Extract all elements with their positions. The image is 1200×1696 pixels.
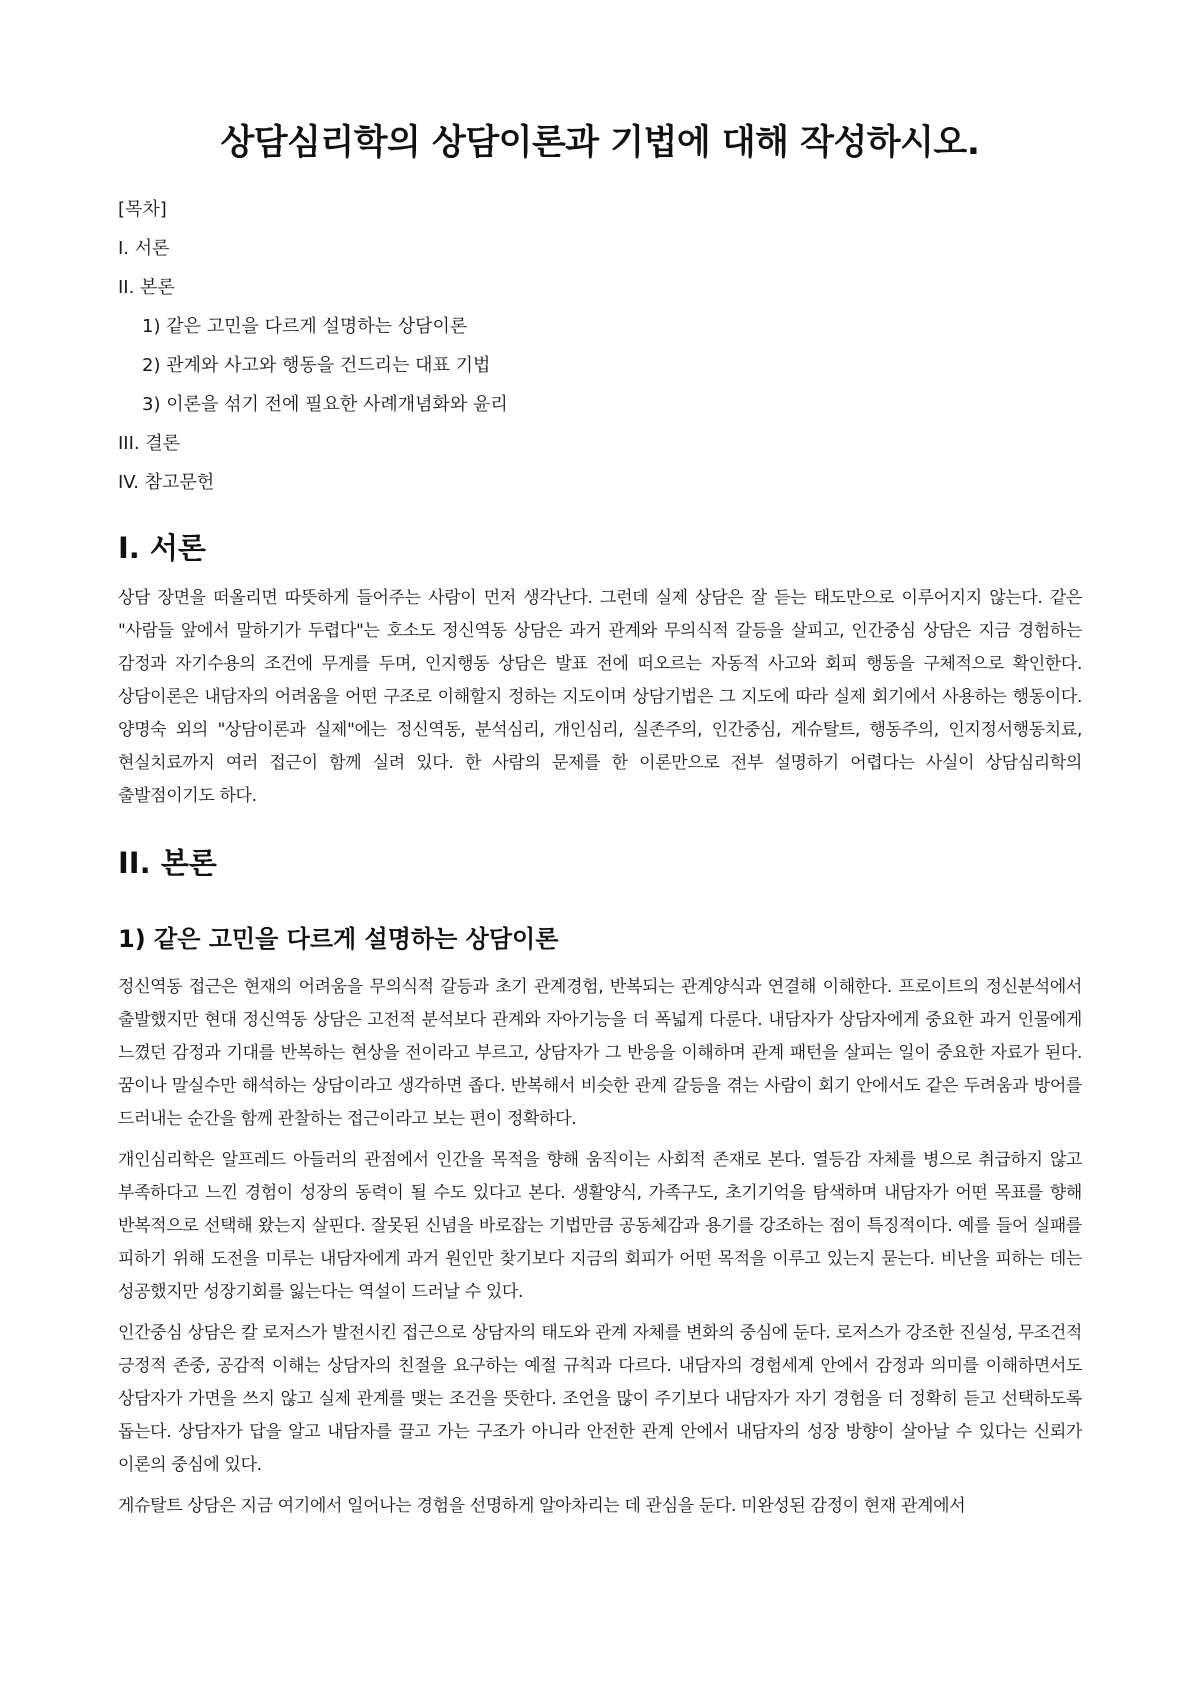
paragraph-individual-psychology: 개인심리학은 알프레드 아들러의 관점에서 인간을 목적을 향해 움직이는 사회적 존재로 본다. 열등감 자체를 병으로 취급하지 않고 부족하다고 느낀 경험이 성장의 동력이 될 수도 있다고 본다. 생활양식, 가족구도, 초기기억을 탐색하며 내담자가 어떤 목표를 향해 반복적으로 선택해 왔는지 살핀다. 잘못된 신념을 바로잡는 기법만큼 공동체감과 용기를 강조하는 점이 특징적이다. 예를 들어 실패를 피하기 위해 도전을 미루는 내담자에게 과거 원인만 찾기보다 지금의 회피가 어떤 목적을 이루고 있는지 묻는다. 비난을 피하는 데는 성공했지만 성장기회를 잃는다는 역설이 드러날 수 있다. xyxy=(118,1150,1082,1302)
toc-item-introduction: I. 서론 xyxy=(118,238,170,259)
subsection-heading-theories: 1) 같은 고민을 다르게 설명하는 상담이론 xyxy=(118,925,559,953)
paragraph-person-centered: 인간중심 상담은 칼 로저스가 발전시킨 접근으로 상담자의 태도와 관계 자체를 변화의 중심에 둔다. 로저스가 강조한 진실성, 무조건적 긍정적 존중, 공감적 이해는 상담자의 친절을 요구하는 예절 규칙과 다르다. 내담자의 경험세계 안에서 감정과 의미를 이해하면서도 상담자가 가면을 쓰지 않고 실제 관계를 맺는 조건을 뜻한다. 조언을 많이 주기보다 내담자가 자기 경험을 더 정확히 듣고 선택하도록 돕는다. 상담자가 답을 알고 내담자를 끌고 가는 구조가 아니라 안전한 관계 안에서 내담자의 성장 방향이 살아날 수 있다는 신뢰가 이론의 중심에 있다. xyxy=(118,1323,1082,1475)
toc-subitem-theories: 1) 같은 고민을 다르게 설명하는 상담이론 xyxy=(142,316,468,337)
introduction-paragraph: 상담 장면을 떠올리면 따뜻하게 들어주는 사람이 먼저 생각난다. 그런데 실제 상담은 잘 듣는 태도만으로 이루어지지 않는다. 같은 "사람들 앞에서 말하기가 두렵다"는 호소도 정신역동 상담은 과거 관계와 무의식적 갈등을 살피고, 인간중심 상담은 지금 경험하는 감정과 자기수용의 조건에 무게를 두며, 인지행동 상담은 발표 전에 떠오르는 자동적 사고와 회피 행동을 구체적으로 확인한다. 상담이론은 내담자의 어려움을 어떤 구조로 이해할지 정하는 지도이며 상담기법은 그 지도에 따라 실제 회기에서 사용하는 행동이다. 양명숙 외의 "상담이론과 실제"에는 정신역동, 분석심리, 개인심리, 실존주의, 인간중심, 게슈탈트, 행동주의, 인지정서행동치료, 현실치료까지 여러 접근이 함께 실려 있다. 한 사람의 문제를 한 이론만으로 전부 설명하기 어렵다는 사실이 상담심리학의 출발점이기도 하다. xyxy=(118,588,1082,806)
toc-heading: [목차] xyxy=(118,199,167,220)
toc-item-references: IV. 참고문헌 xyxy=(118,472,215,493)
toc-subitem-case-conceptualization: 3) 이론을 섞기 전에 필요한 사례개념화와 윤리 xyxy=(142,394,508,415)
toc-subitem-techniques: 2) 관계와 사고와 행동을 건드리는 대표 기법 xyxy=(142,355,491,376)
paragraph-gestalt: 게슈탈트 상담은 지금 여기에서 일어나는 경험을 선명하게 알아차리는 데 관심을 둔다. 미완성된 감정이 현재 관계에서 xyxy=(118,1496,966,1516)
paragraph-psychodynamic: 정신역동 접근은 현재의 어려움을 무의식적 갈등과 초기 관계경험, 반복되는 관계양식과 연결해 이해한다. 프로이트의 정신분석에서 출발했지만 현대 정신역동 상담은 고전적 분석보다 관계와 자아기능을 더 폭넓게 다룬다. 내담자가 상담자에게 중요한 과거 인물에게 느꼈던 감정과 기대를 반복하는 현상을 전이라고 부르고, 상담자가 그 반응을 이해하며 관계 패턴을 살피는 일이 중요한 자료가 된다. 꿈이나 말실수만 해석하는 상담이라고 생각하면 좁다. 반복해서 비슷한 관계 갈등을 겪는 사람이 회기 안에서도 같은 두려움과 방어를 드러내는 순간을 함께 관찰하는 접근이라고 보는 편이 정확하다. xyxy=(118,977,1082,1129)
document-title: 상담심리학의 상담이론과 기법에 대해 작성하시오. xyxy=(220,123,980,163)
toc-item-conclusion: III. 결론 xyxy=(118,433,181,454)
table-of-contents xyxy=(118,190,1082,502)
section-heading-body: II. 본론 xyxy=(118,846,217,880)
section-heading-introduction: I. 서론 xyxy=(118,531,206,565)
toc-item-body: II. 본론 xyxy=(118,277,175,298)
